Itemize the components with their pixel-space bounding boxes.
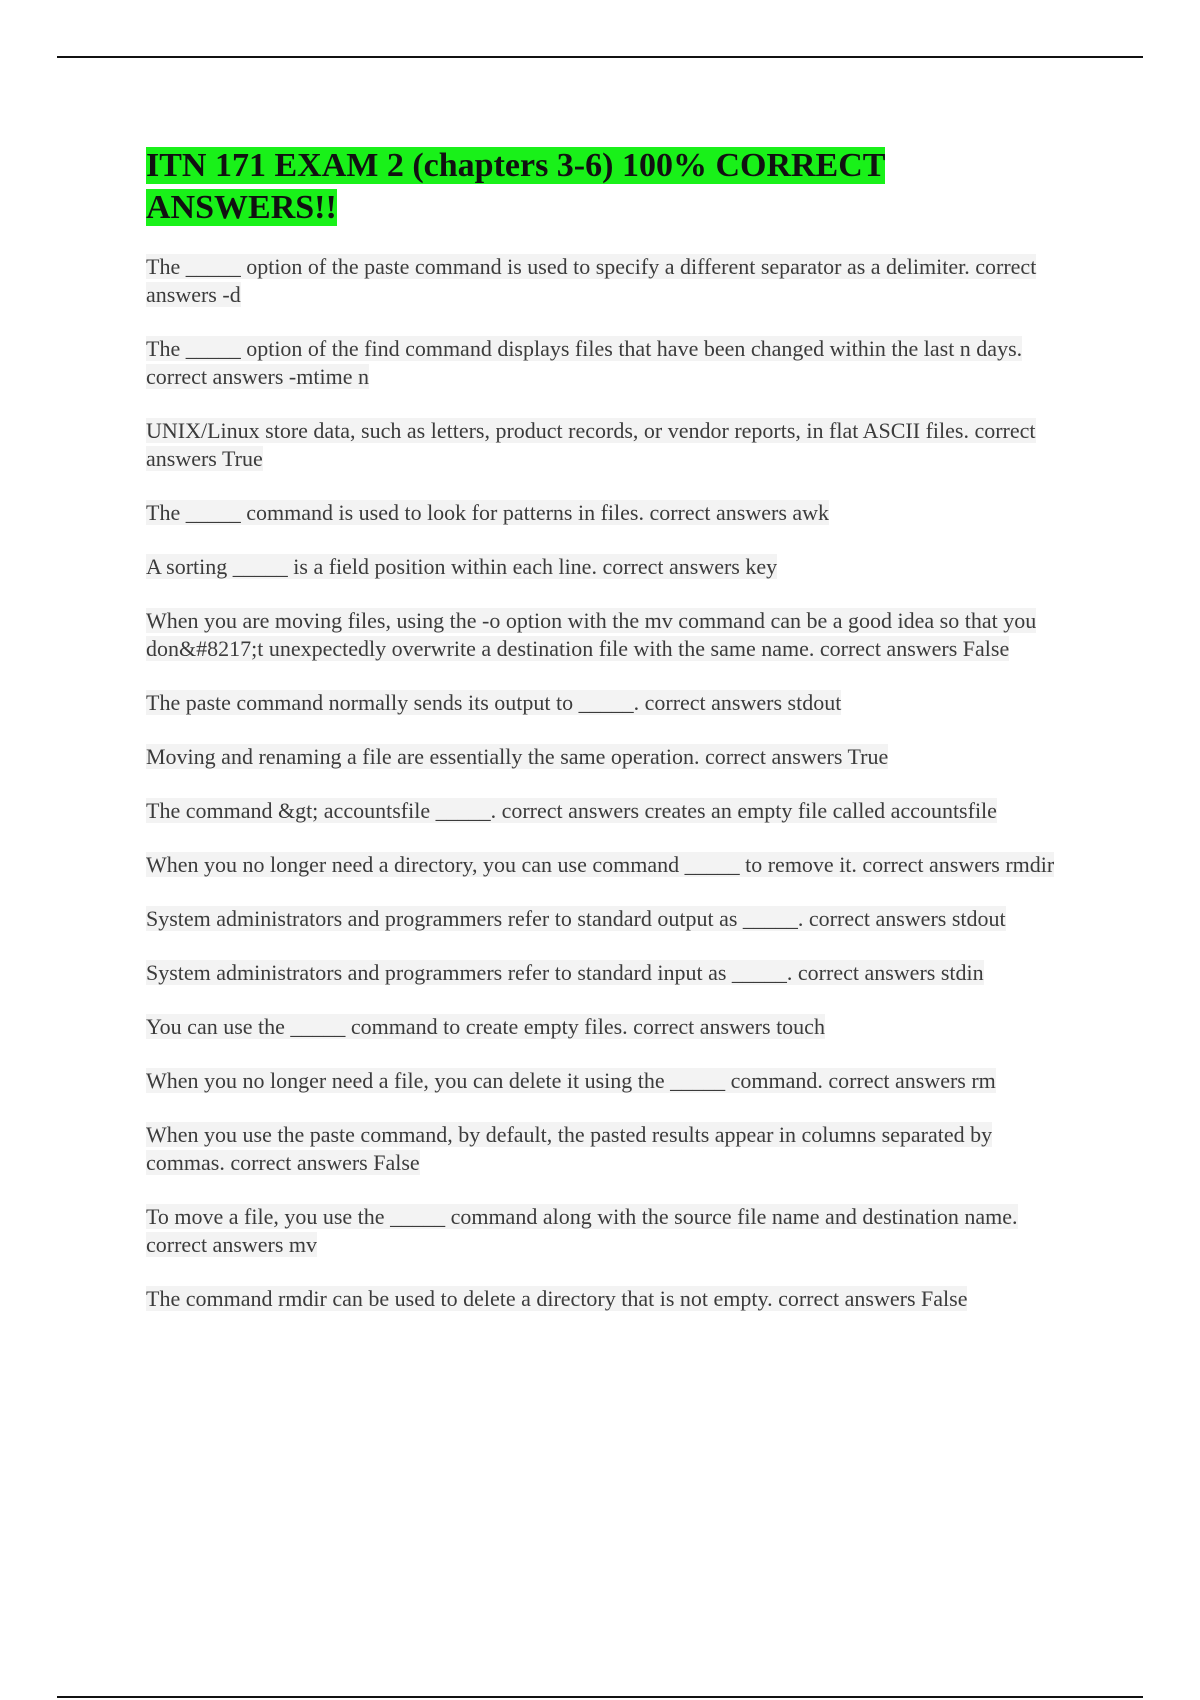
qa-item-text: The _____ option of the paste command is used to specify a different separator as a delimiter. correct answers -d bbox=[146, 254, 1037, 307]
qa-item-text: The command rmdir can be used to delete a directory that is not empty. correct answers False bbox=[146, 1286, 968, 1311]
qa-item-text: System administrators and programmers refer to standard input as _____. correct answers stdin bbox=[146, 960, 984, 985]
qa-item bbox=[146, 905, 1061, 933]
qa-item bbox=[146, 1067, 1061, 1095]
qa-item-text: When you use the paste command, by default, the pasted results appear in columns separated by commas. correct answers False bbox=[146, 1122, 993, 1175]
title-highlight: ITN 171 EXAM 2 (chapters 3-6) 100% CORRECT ANSWERS!! bbox=[146, 147, 886, 226]
qa-item-text: When you are moving files, using the -o option with the mv command can be a good idea so that you don&#8217;t unexpectedly overwrite a destination file with the same name. correct answers False bbox=[146, 608, 1037, 661]
qa-item bbox=[146, 743, 1061, 771]
qa-item bbox=[146, 1203, 1061, 1259]
footer-rule bbox=[57, 1696, 1143, 1698]
qa-item-text: System administrators and programmers refer to standard output as _____. correct answers stdout bbox=[146, 906, 1006, 931]
qa-item bbox=[146, 797, 1061, 825]
qa-item bbox=[146, 607, 1061, 663]
qa-item-text: The paste command normally sends its output to _____. correct answers stdout bbox=[146, 690, 842, 715]
qa-item bbox=[146, 689, 1061, 717]
qa-item bbox=[146, 499, 1061, 527]
qa-item-text: UNIX/Linux store data, such as letters, product records, or vendor reports, in flat ASCII files. correct answers True bbox=[146, 418, 1036, 471]
header-rule bbox=[57, 56, 1143, 58]
qa-item-text: When you no longer need a file, you can delete it using the _____ command. correct answers rm bbox=[146, 1068, 996, 1093]
qa-item-text: A sorting _____ is a field position within each line. correct answers key bbox=[146, 554, 778, 579]
qa-item-text: The _____ option of the find command displays files that have been changed within the last n days. correct answers -mtime n bbox=[146, 336, 1023, 389]
qa-item-text: When you no longer need a directory, you can use command _____ to remove it. correct answers rmdir bbox=[146, 852, 1055, 877]
qa-item-text: You can use the _____ command to create empty files. correct answers touch bbox=[146, 1014, 825, 1039]
qa-item-text: To move a file, you use the _____ command along with the source file name and destination name. correct answers mv bbox=[146, 1204, 1018, 1257]
qa-item bbox=[146, 335, 1061, 391]
qa-item bbox=[146, 959, 1061, 987]
document-body bbox=[146, 145, 1061, 1339]
qa-item bbox=[146, 1013, 1061, 1041]
qa-item bbox=[146, 1285, 1061, 1313]
qa-item bbox=[146, 417, 1061, 473]
qa-item-text: Moving and renaming a file are essentially the same operation. correct answers True bbox=[146, 744, 889, 769]
qa-item bbox=[146, 851, 1061, 879]
document-title bbox=[146, 145, 946, 229]
qa-item-text: The command &gt; accountsfile _____. correct answers creates an empty file called accountsfile bbox=[146, 798, 997, 823]
qa-list bbox=[146, 253, 1061, 1313]
qa-item bbox=[146, 253, 1061, 309]
qa-item bbox=[146, 1121, 1061, 1177]
qa-item-text: The _____ command is used to look for patterns in files. correct answers awk bbox=[146, 500, 830, 525]
qa-item bbox=[146, 553, 1061, 581]
